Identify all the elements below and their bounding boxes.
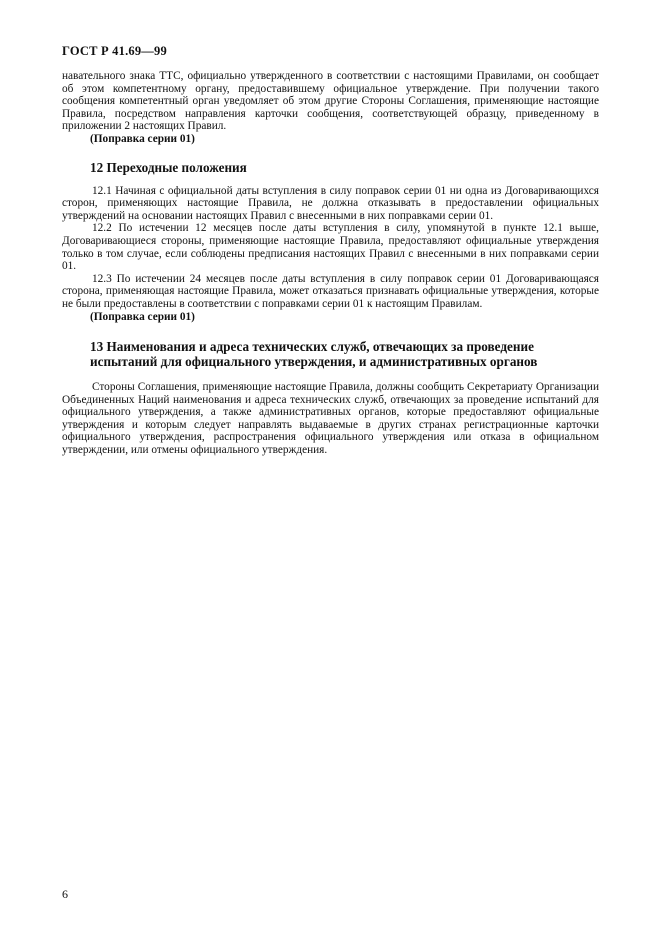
intro-amendment-note: (Поправка серии 01) (90, 132, 195, 145)
section-12-amendment-note: (Поправка серии 01) (90, 310, 195, 323)
document-header: ГОСТ Р 41.69—99 (62, 44, 167, 58)
page-number: 6 (62, 887, 68, 901)
paragraph-12-2: 12.2 По истечении 12 месяцев после даты вступления в силу, упомянутой в пункте 12.1 выше, Договаривающиеся стороны, применяющие настоящие Правила, предоставляют официальные утверждения только в том случае, если соблюдены предписания настоящих Правил с внесенными в них поправками серии 01. (62, 222, 599, 273)
paragraph-12-3: 12.3 По истечении 24 месяцев после даты вступления в силу поправок серии 01 Договаривающаяся сторона, применяющая настоящие Правила, может отказаться признавать официальные утверждения, которые не были предоставлены в соответствии с поправками серии 01 к настоящим Правилам. (62, 272, 599, 310)
section-13-title: 13 Наименования и адреса технических служб, отвечающих за проведение испытаний для официального утверждения, и административных органов (90, 339, 538, 370)
section-12-title: 12 Переходные положения (90, 159, 247, 175)
intro-continuation: навательного знака ТТС, официально утвержденного в соответствии с настоящими Правилами, он сообщает об этом компетентному органу, предоставившему официальное утверждение. При получении такого сообщения компетентный орган уведомляет об этом другие Стороны Соглашения, применяющие настоящие Правила, посредством направления карточки сообщения, соответствующей образцу, приведенному в приложении 2 настоящих Правил. (62, 70, 599, 133)
page-content (62, 70, 599, 457)
section-13-body: Стороны Соглашения, применяющие настоящие Правила, должны сообщить Секретариату Организации Объединенных Наций наименования и адреса технических служб, отвечающих за проведение испытаний для официального утверждения, а также административных органов, которые предоставляют официальные утверждения и которым следует направлять выдаваемые в других странах регистрационные карточки официального утверждения, распространения официального утверждения или отказа в официальном утверждении, или отмены официального утверждения. (62, 381, 599, 457)
paragraph-12-1: 12.1 Начиная с официальной даты вступления в силу поправок серии 01 ни одна из Договаривающихся сторон, применяющих настоящие Правила, не должна отказывать в предоставлении официальных утверждений на основании настоящих Правил с внесенными в них поправками серии 01. (62, 184, 599, 222)
